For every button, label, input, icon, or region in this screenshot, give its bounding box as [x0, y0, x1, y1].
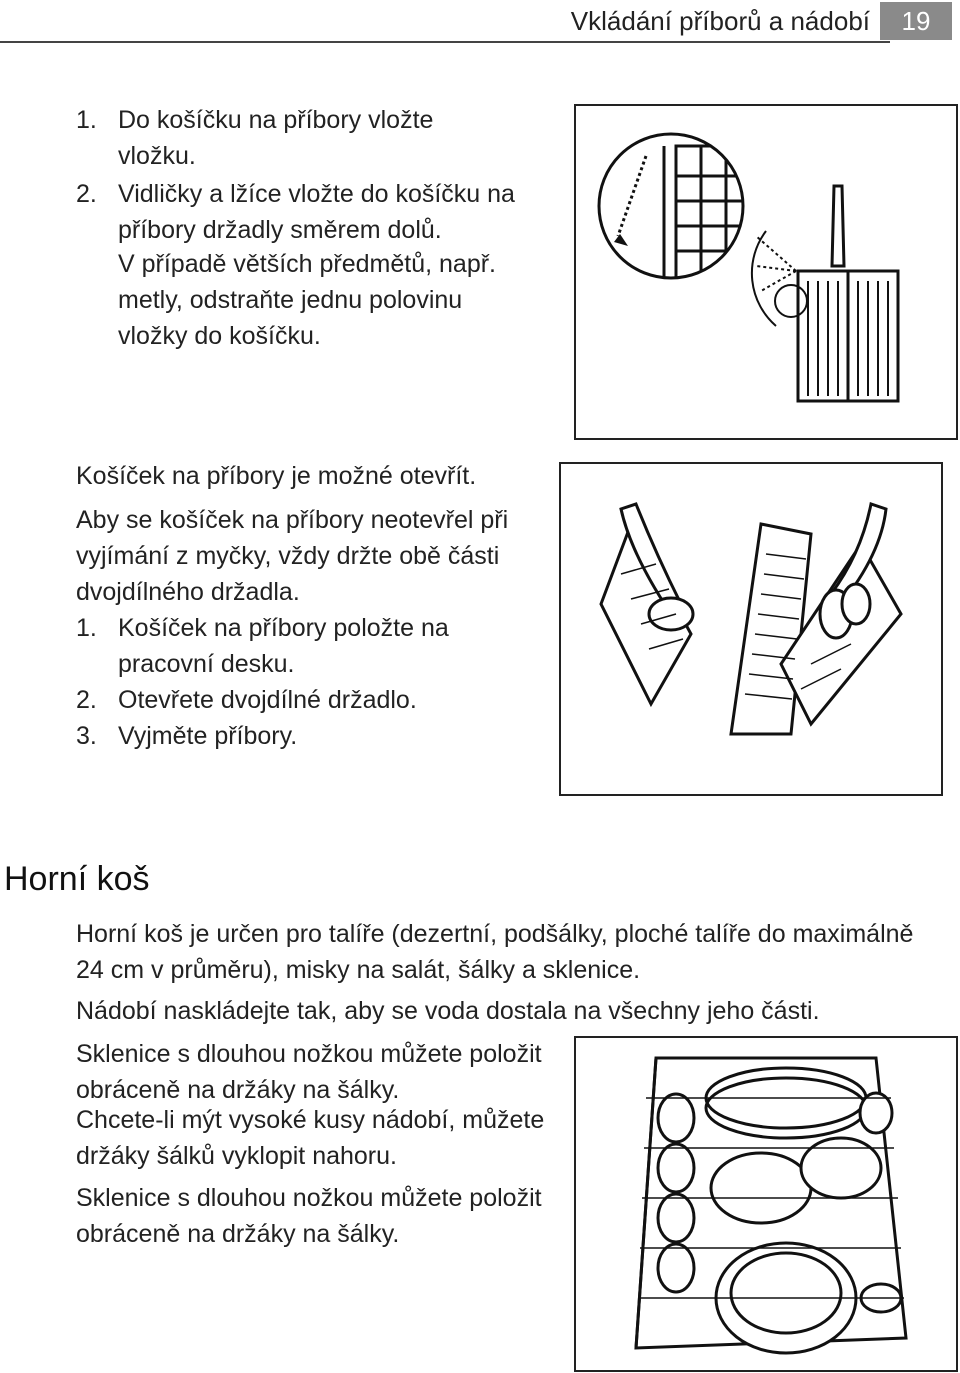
upper-basket-figure — [574, 1036, 958, 1372]
opened-cutlery-basket-figure — [559, 462, 943, 796]
page-number: 19 — [880, 2, 952, 40]
large-items-note: V případě větších předmětů, např. metly, odstraňte jednu polovinu vložky do košíčku. — [118, 250, 496, 350]
remove-steps-list — [76, 610, 536, 754]
list-item — [76, 610, 536, 682]
basket-open-warning: Aby se košíček na příbory neotevřel při vyjímání z myčky, vždy držte obě části dvojdílného držadla. — [76, 506, 509, 606]
basket-open-intro: Košíček na příbory je možné otevřít. — [76, 462, 477, 490]
list-item — [76, 102, 516, 174]
upper-basket-description: Horní koš je určen pro talíře (dezertní, podšálky, ploché talíře do maximálně 24 cm v průměru), misky na salát, šálky a sklenice. — [76, 920, 914, 984]
insert-steps-list — [76, 102, 516, 248]
list-item — [76, 718, 536, 754]
list-item — [76, 176, 516, 248]
step-text: Otevřete dvojdílné držadlo. — [118, 686, 417, 714]
open-basket-icon — [601, 504, 901, 734]
stemmed-glasses-note-repeat: Sklenice s dlouhou nožkou můžete položit obráceně na držáky na šálky. — [76, 1184, 542, 1248]
step-number: 1. — [76, 614, 97, 642]
tall-items-note: Chcete-li mýt vysoké kusy nádobí, můžete držáky šálků vyklopit nahoru. — [76, 1106, 545, 1170]
step-number: 3. — [76, 722, 97, 750]
page-header — [0, 0, 960, 44]
detail-circle — [599, 134, 743, 278]
header-rule — [0, 41, 890, 43]
stemmed-glasses-note: Sklenice s dlouhou nožkou můžete položit obráceně na držáky na šálky. — [76, 1040, 542, 1104]
cutlery-basket-icon — [752, 186, 898, 401]
step-text: Do košíčku na příbory vložte vložku. — [118, 106, 434, 170]
step-number: 2. — [76, 686, 97, 714]
step-number: 1. — [76, 106, 97, 134]
list-item — [76, 682, 536, 718]
step-text: Vidličky a lžíce vložte do košíčku na příbory držadly směrem dolů. — [118, 180, 515, 244]
step-number: 2. — [76, 180, 97, 208]
step-text: Košíček na příbory položte na pracovní desku. — [118, 614, 449, 678]
cutlery-basket-insert-figure — [574, 104, 958, 440]
arrow-icon — [614, 234, 628, 246]
arrangement-note: Nádobí naskládejte tak, aby se voda dostala na všechny jeho části. — [76, 997, 820, 1025]
header-title: Vkládání příborů a nádobí — [570, 6, 870, 36]
step-text: Vyjměte příbory. — [118, 722, 298, 750]
section-title: Horní koš — [4, 860, 150, 898]
